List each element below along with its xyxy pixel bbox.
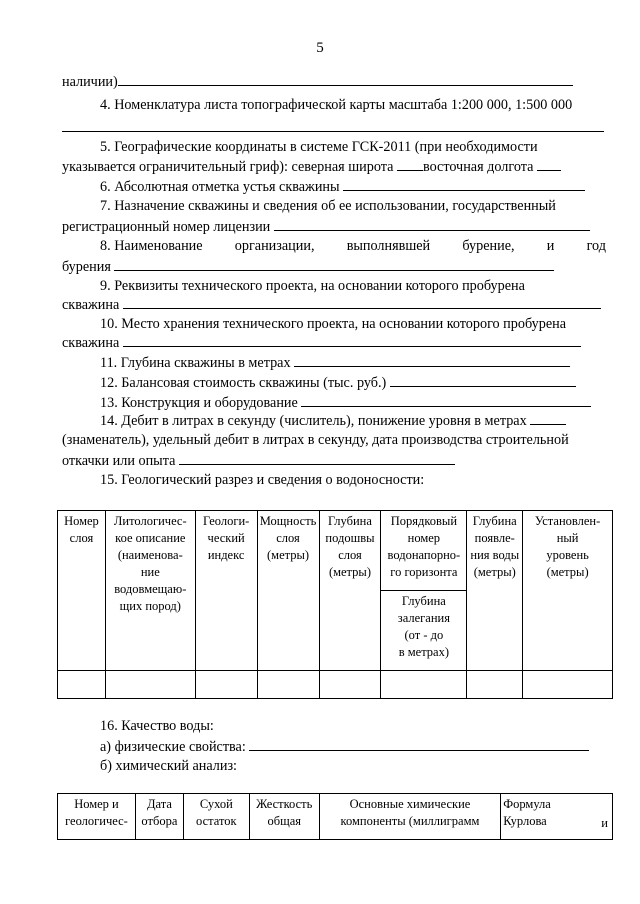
item-8-word: бурение,	[462, 238, 515, 254]
header-line: Формула	[503, 797, 551, 811]
fill-line	[123, 296, 601, 309]
header-line: Литологичес-	[113, 514, 187, 528]
item-8-word: организации,	[234, 238, 315, 254]
item-9-line1: 9. Реквизиты технического проекта, на основании которого пробурена	[100, 278, 525, 294]
header-line: (метры)	[267, 548, 310, 562]
header-line: Курлова	[503, 814, 547, 828]
item-14-line3	[62, 452, 455, 470]
header-line: Номер	[64, 514, 99, 528]
header-line: Глубина	[328, 514, 372, 528]
table-cell	[105, 671, 195, 699]
header-line: слоя	[276, 531, 300, 545]
item-14-test-label: откачки или опыта	[62, 453, 176, 469]
header-static-level	[523, 511, 613, 671]
fill-line	[390, 374, 576, 387]
header-line: щих пород)	[119, 599, 181, 613]
header-line: уровень	[546, 548, 589, 562]
header-sampling-date	[135, 794, 183, 840]
header-line: слоя	[338, 548, 362, 562]
table-cell	[257, 671, 319, 699]
item-16a	[100, 738, 589, 756]
item-5-longitude-label: восточная долгота	[422, 159, 534, 175]
item-8-word: выполнявшей	[346, 238, 431, 254]
item-5-line1: 5. Географические координаты в системе ГСК-2011 (при необходимости	[100, 139, 538, 155]
table-cell	[58, 671, 106, 699]
item-9-well-label: скважина	[62, 297, 120, 313]
header-line: (от - до	[404, 628, 444, 642]
chemical-analysis-table	[57, 793, 613, 840]
header-line: го горизонта	[390, 565, 458, 579]
item-13-label: 13. Конструкция и оборудование	[100, 395, 298, 411]
header-bottom-depth	[319, 511, 381, 671]
item-16a-label: а) физические свойства:	[100, 739, 246, 755]
fill-line	[114, 258, 554, 271]
item-16b: б) химический анализ:	[100, 758, 237, 774]
header-line: Глубина	[401, 594, 446, 608]
item-14-line2: (знаменатель), удельный дебит в литрах в секунду, дата производства строительной	[62, 432, 569, 448]
item-16: 16. Качество воды:	[100, 718, 214, 734]
header-line: подошвы	[325, 531, 375, 545]
item-12-label: 12. Балансовая стоимость скважины (тыс. руб.)	[100, 375, 387, 391]
header-line: отбора	[141, 814, 178, 828]
header-line: появле-	[474, 531, 515, 545]
header-line: остаток	[196, 814, 237, 828]
longitude-fill	[537, 158, 561, 171]
item-12	[100, 374, 576, 392]
header-line: ния воды	[470, 548, 520, 562]
header-geological-index	[195, 511, 257, 671]
item-6	[100, 178, 585, 196]
header-line: Дата	[146, 797, 172, 811]
item-7-license-label: регистрационный номер лицензии	[62, 219, 271, 235]
fill-line	[294, 354, 570, 367]
header-line: водонапорно-	[387, 548, 461, 562]
header-line: в метрах)	[398, 645, 450, 659]
header-aquifer-number	[381, 511, 467, 591]
item-11-label: 11. Глубина скважины в метрах	[100, 355, 291, 371]
item-8-word: год	[586, 238, 606, 254]
item-8-year-label: бурения	[62, 259, 111, 275]
table-cell	[523, 671, 613, 699]
header-water-appearance	[467, 511, 523, 671]
header-dry-residue	[183, 794, 249, 840]
header-line: залегания	[397, 611, 450, 625]
fill-line	[274, 218, 590, 231]
header-line: и	[601, 816, 608, 830]
header-line: (наименова-	[117, 548, 183, 562]
header-line: Мощность	[259, 514, 317, 528]
item-8-line2	[62, 258, 554, 276]
header-line: Порядковый	[390, 514, 458, 528]
header-line: ный	[556, 531, 579, 545]
table-row	[58, 671, 613, 699]
fill-line	[343, 178, 585, 191]
item-10-well-label: скважина	[62, 335, 120, 351]
item-13	[100, 394, 591, 412]
header-line: (метры)	[328, 565, 371, 579]
header-line: ние	[140, 565, 160, 579]
header-line: Глубина	[472, 514, 517, 528]
item-10-line1: 10. Место хранения технического проекта, на основании которого пробурена	[100, 316, 567, 332]
fill-line	[62, 131, 604, 132]
table-cell	[195, 671, 257, 699]
latitude-fill	[397, 158, 423, 171]
header-layer-number	[58, 511, 106, 671]
header-line: компоненты (миллиграмм	[340, 814, 480, 828]
item-7-line2	[62, 218, 590, 236]
table-cell	[467, 671, 523, 699]
header-line: Сухой	[199, 797, 233, 811]
header-line: Жесткость	[256, 797, 313, 811]
item-11	[100, 354, 570, 372]
header-line: Геологи-	[202, 514, 250, 528]
continuation-text: наличии)	[62, 74, 118, 90]
header-line: Основные химические	[349, 797, 471, 811]
header-total-hardness	[249, 794, 319, 840]
item-5-line2	[62, 158, 561, 176]
header-line: слоя	[69, 531, 94, 545]
item-15: 15. Геологический разрез и сведения о водоносности:	[100, 472, 425, 488]
header-line: индекс	[207, 548, 245, 562]
header-line: (метры)	[473, 565, 516, 579]
header-line: Установлен-	[534, 514, 601, 528]
header-line: Номер и	[74, 797, 119, 811]
table-cell	[319, 671, 381, 699]
geological-section-table	[57, 510, 613, 699]
item-9-line2	[62, 296, 601, 314]
header-line: кое описание	[115, 531, 186, 545]
header-line: номер	[407, 531, 441, 545]
item-8-word: и	[546, 238, 555, 254]
header-line: (метры)	[546, 565, 589, 579]
item-10-line2	[62, 334, 581, 352]
header-occurrence-depth	[381, 591, 467, 671]
fill-line	[118, 73, 573, 86]
header-thickness	[257, 511, 319, 671]
item-5-latitude-label: указывается ограничительный гриф): северная широта	[62, 159, 394, 175]
header-line: ческий	[207, 531, 245, 545]
fill-line	[301, 394, 591, 407]
fill-line	[530, 412, 566, 425]
item-7-line1: 7. Назначение скважины и сведения об ее использовании, государственный	[100, 198, 556, 214]
table-header-row	[58, 511, 613, 591]
continuation-line	[62, 73, 573, 91]
item-8-line1	[100, 238, 606, 255]
fill-line	[249, 738, 589, 751]
table-header-row	[58, 794, 613, 840]
header-line: геологичес-	[65, 814, 128, 828]
item-14-label: 14. Дебит в литрах в секунду (числитель), понижение уровня в метрах	[100, 413, 527, 429]
header-line: общая	[267, 814, 302, 828]
header-sample-number	[58, 794, 136, 840]
fill-line	[123, 334, 581, 347]
table-cell	[381, 671, 467, 699]
header-lithology	[105, 511, 195, 671]
header-kurlov-formula	[501, 794, 613, 840]
page-number: 5	[316, 40, 324, 56]
item-6-label: 6. Абсолютная отметка устья скважины	[100, 179, 340, 195]
header-line: водовмещаю-	[114, 582, 187, 596]
item-4: 4. Номенклатура листа топографической карты масштаба 1:200 000, 1:500 000	[100, 97, 573, 113]
fill-line	[179, 452, 455, 465]
header-main-components	[319, 794, 500, 840]
item-8-word: 8. Наименование	[100, 238, 203, 254]
item-14-line1	[100, 412, 566, 430]
